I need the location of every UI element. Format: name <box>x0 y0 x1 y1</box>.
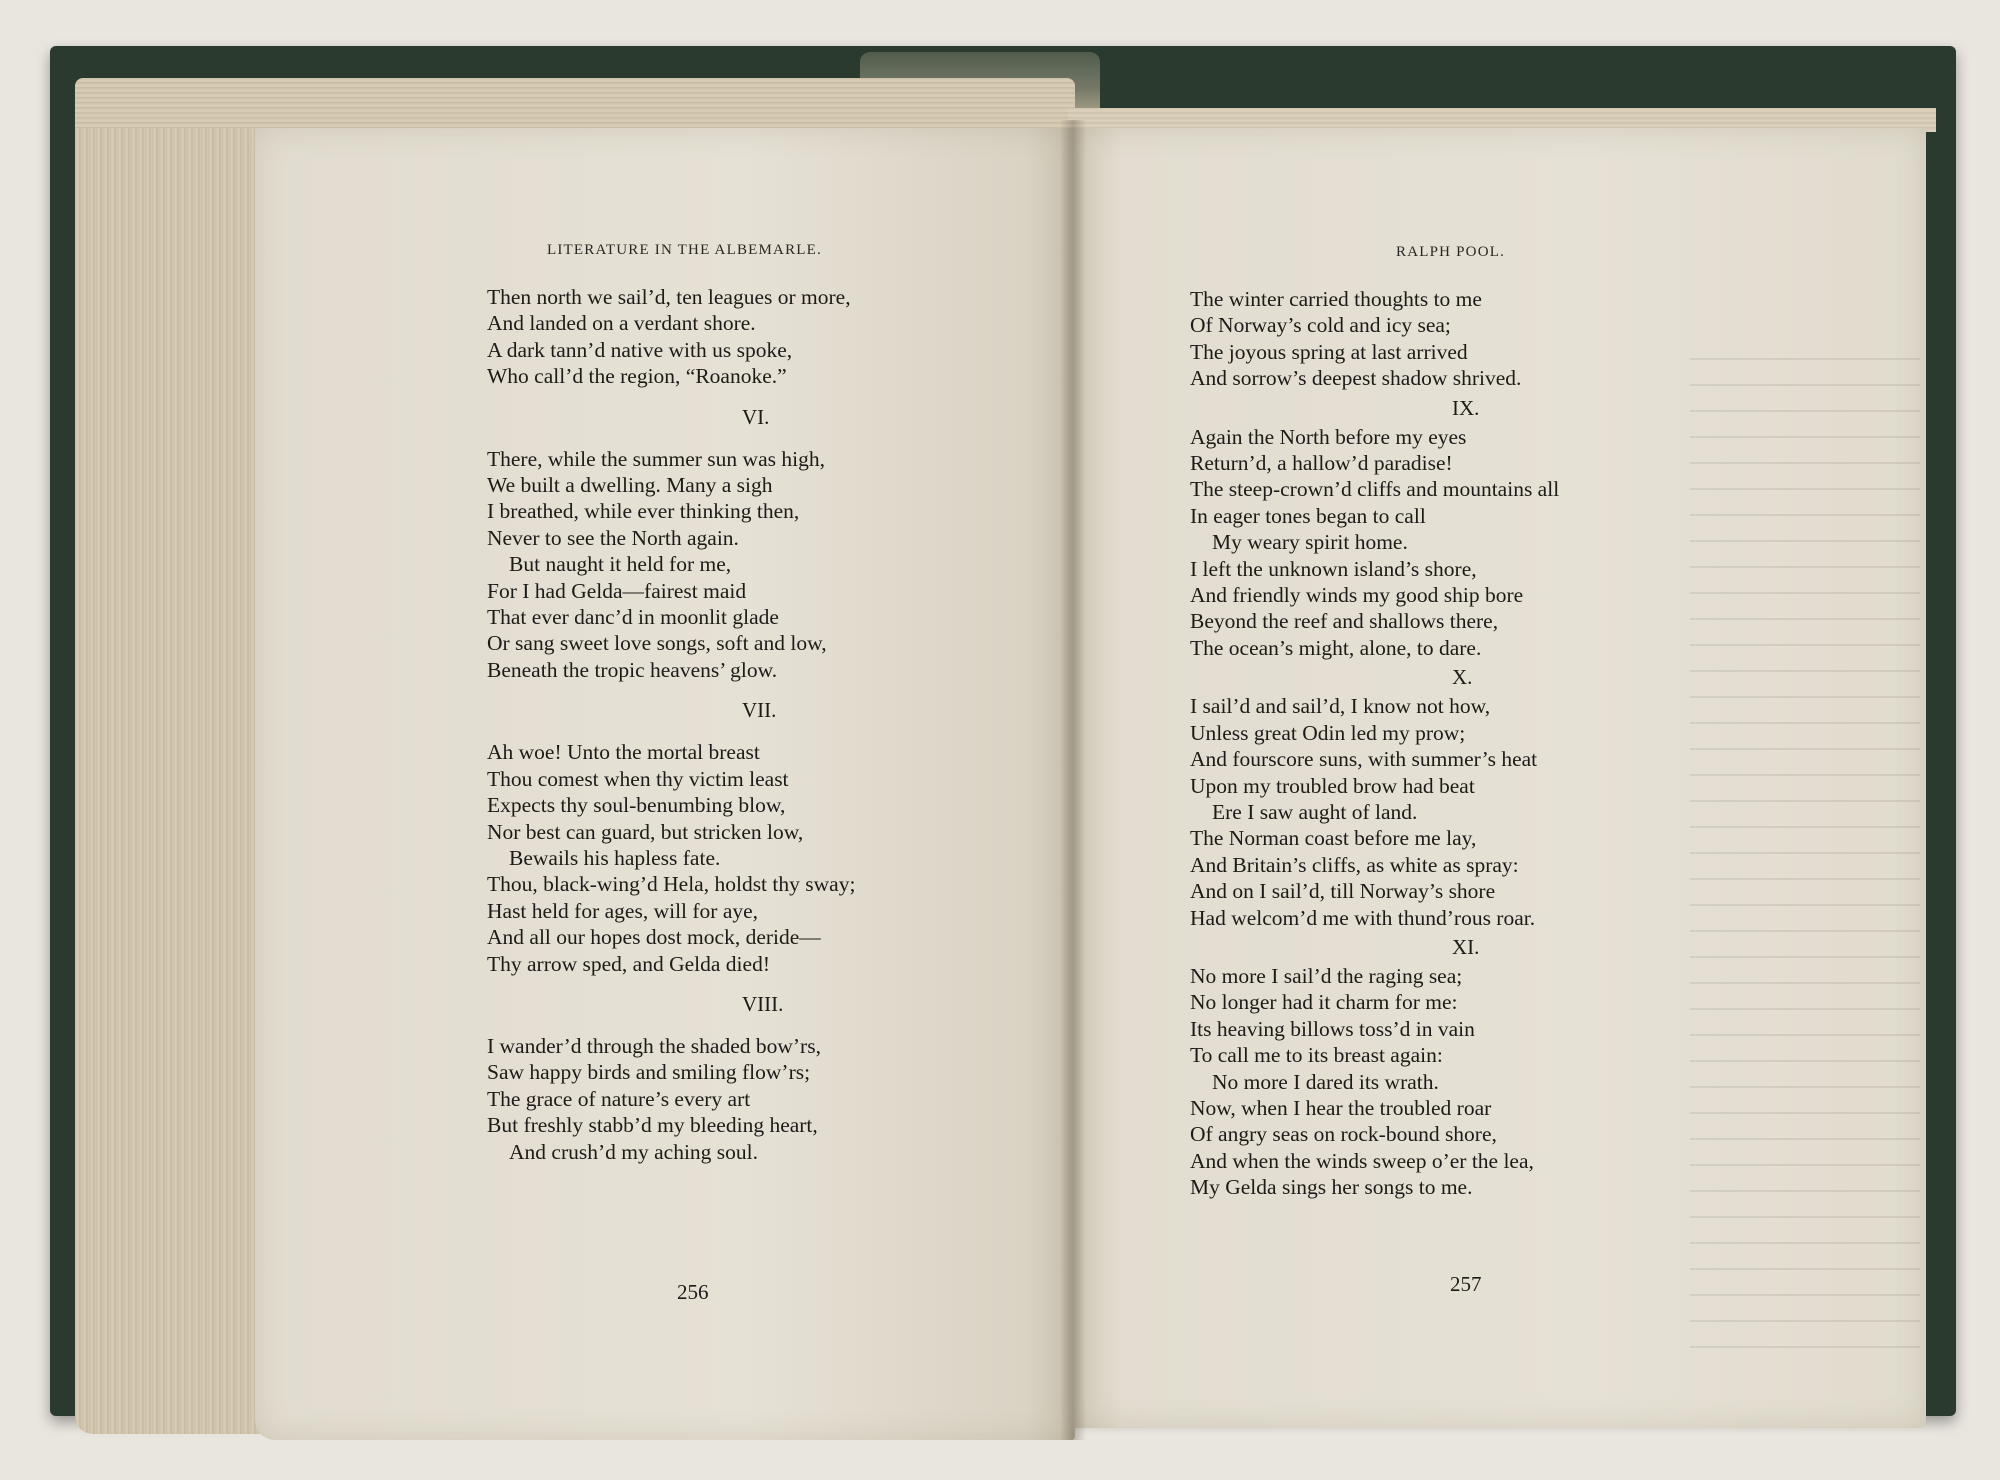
running-head-left: LITERATURE IN THE ALBEMARLE. <box>547 242 822 258</box>
verse-line: No longer had it charm for me: <box>1190 990 1458 1015</box>
verse-block-left <box>487 284 1047 1165</box>
stanza-numeral: XI. <box>1452 934 1480 959</box>
stanza-numeral: IX. <box>1452 395 1480 420</box>
stanza-numeral: VI. <box>742 404 770 429</box>
verse-line: Beyond the reef and shallows there, <box>1190 609 1499 634</box>
verse-line: And all our hopes dost mock, deride— <box>487 925 821 950</box>
verse-line: No more I dared its wrath. <box>1212 1069 1439 1094</box>
page-edges-left <box>75 78 285 1434</box>
verse-line: To call me to its breast again: <box>1190 1043 1443 1068</box>
verse-line: And landed on a verdant shore. <box>487 311 756 336</box>
verse-line: We built a dwelling. Many a sigh <box>487 473 773 498</box>
verse-line: And crush’d my aching soul. <box>509 1139 759 1164</box>
verse-line: Thou, black-wing’d Hela, holdst thy sway; <box>487 872 856 897</box>
stanza-numeral: VII. <box>742 698 777 723</box>
verse-line: Again the North before my eyes <box>1190 424 1467 449</box>
verse-line: That ever danc’d in moonlit glade <box>487 605 779 630</box>
verse-line: Of Norway’s cold and icy sea; <box>1190 313 1451 338</box>
stanza <box>487 1033 1047 1165</box>
verse-line: But freshly stabb’d my bleeding heart, <box>487 1113 818 1138</box>
left-page <box>255 128 1075 1440</box>
stanza-numeral: X. <box>1452 665 1473 690</box>
verse-line: But naught it held for me, <box>509 552 732 577</box>
verse-line: And sorrow’s deepest shadow shrived. <box>1190 366 1522 391</box>
verse-line: Ah woe! Unto the mortal breast <box>487 740 760 765</box>
stanza <box>487 446 1047 684</box>
verse-line: Never to see the North again. <box>487 525 739 550</box>
verse-line: Its heaving billows toss’d in vain <box>1190 1016 1475 1041</box>
verse-line: Bewails his hapless fate. <box>509 845 721 870</box>
verse-line: The joyous spring at last arrived <box>1190 339 1468 364</box>
verse-line: And when the winds sweep o’er the lea, <box>1190 1148 1534 1173</box>
verse-line: Then north we sail’d, ten leagues or more, <box>487 285 851 309</box>
verse-line: Expects thy soul-benumbing blow, <box>487 793 786 818</box>
verse-line: Thy arrow sped, and Gelda died! <box>487 951 770 976</box>
stanza-numeral: VIII. <box>742 991 784 1016</box>
verse-line: I wander’d through the shaded bow’rs, <box>487 1033 821 1058</box>
verse-line: My Gelda sings her songs to me. <box>1190 1175 1473 1200</box>
verse-line: Ere I saw aught of land. <box>1212 799 1418 824</box>
page-number-left: 256 <box>677 1280 709 1304</box>
verse-line: I sail’d and sail’d, I know not how, <box>1190 694 1491 719</box>
verse-line: For I had Gelda—fairest maid <box>487 578 747 603</box>
stanza <box>1190 963 1750 1201</box>
stanza <box>487 739 1047 977</box>
verse-line: My weary spirit home. <box>1212 530 1408 555</box>
verse-line: There, while the summer sun was high, <box>487 446 825 471</box>
verse-line: In eager tones began to call <box>1190 503 1426 528</box>
page-edges-top <box>75 78 1075 128</box>
verse-line: The grace of nature’s every art <box>487 1086 751 1111</box>
verse-line: Or sang sweet love songs, soft and low, <box>487 631 827 656</box>
verse-line: A dark tann’d native with us spoke, <box>487 337 793 362</box>
verse-line: Of angry seas on rock-bound shore, <box>1190 1122 1497 1147</box>
verse-line: Saw happy birds and smiling flow’rs; <box>487 1060 811 1085</box>
book-gutter <box>1060 120 1086 1440</box>
verse-line: I breathed, while ever thinking then, <box>487 499 800 524</box>
right-page <box>1070 128 1926 1428</box>
verse-line: Thou comest when thy victim least <box>487 766 789 791</box>
verse-block-right <box>1190 286 1750 1201</box>
verse-line: Hast held for ages, will for aye, <box>487 898 759 923</box>
stanza <box>1190 693 1750 931</box>
running-head-right: RALPH POOL. <box>1396 244 1506 260</box>
verse-line: Beneath the tropic heavens’ glow. <box>487 657 778 682</box>
verse-line: Nor best can guard, but stricken low, <box>487 819 804 844</box>
verse-line: The ocean’s might, alone, to dare. <box>1190 635 1482 660</box>
verse-line: The Norman coast before me lay, <box>1190 826 1477 851</box>
opening-lines-right <box>1190 286 1750 392</box>
verse-line: Who call’d the region, “Roanoke.” <box>487 364 787 389</box>
verse-line: No more I sail’d the raging sea; <box>1190 963 1463 988</box>
verse-line: And friendly winds my good ship bore <box>1190 583 1524 608</box>
verse-line: Return’d, a hallow’d paradise! <box>1190 451 1453 476</box>
verse-line: The steep-crown’d cliffs and mountains all <box>1190 477 1560 502</box>
verse-line: I left the unknown island’s shore, <box>1190 556 1477 581</box>
verse-line: And on I sail’d, till Norway’s shore <box>1190 879 1496 904</box>
verse-line: And Britain’s cliffs, as white as spray: <box>1190 852 1519 877</box>
opening-lines-left <box>487 284 1047 390</box>
verse-line: Had welcom’d me with thund’rous roar. <box>1190 905 1536 930</box>
verse-line: Upon my troubled brow had beat <box>1190 773 1475 798</box>
verse-line: And fourscore suns, with summer’s heat <box>1190 747 1538 772</box>
verse-line: Unless great Odin led my prow; <box>1190 720 1466 745</box>
verse-line: The winter carried thoughts to me <box>1190 287 1482 311</box>
verse-line: Now, when I hear the troubled roar <box>1190 1095 1492 1120</box>
page-number-right: 257 <box>1450 1272 1482 1296</box>
stanza <box>1190 424 1750 662</box>
